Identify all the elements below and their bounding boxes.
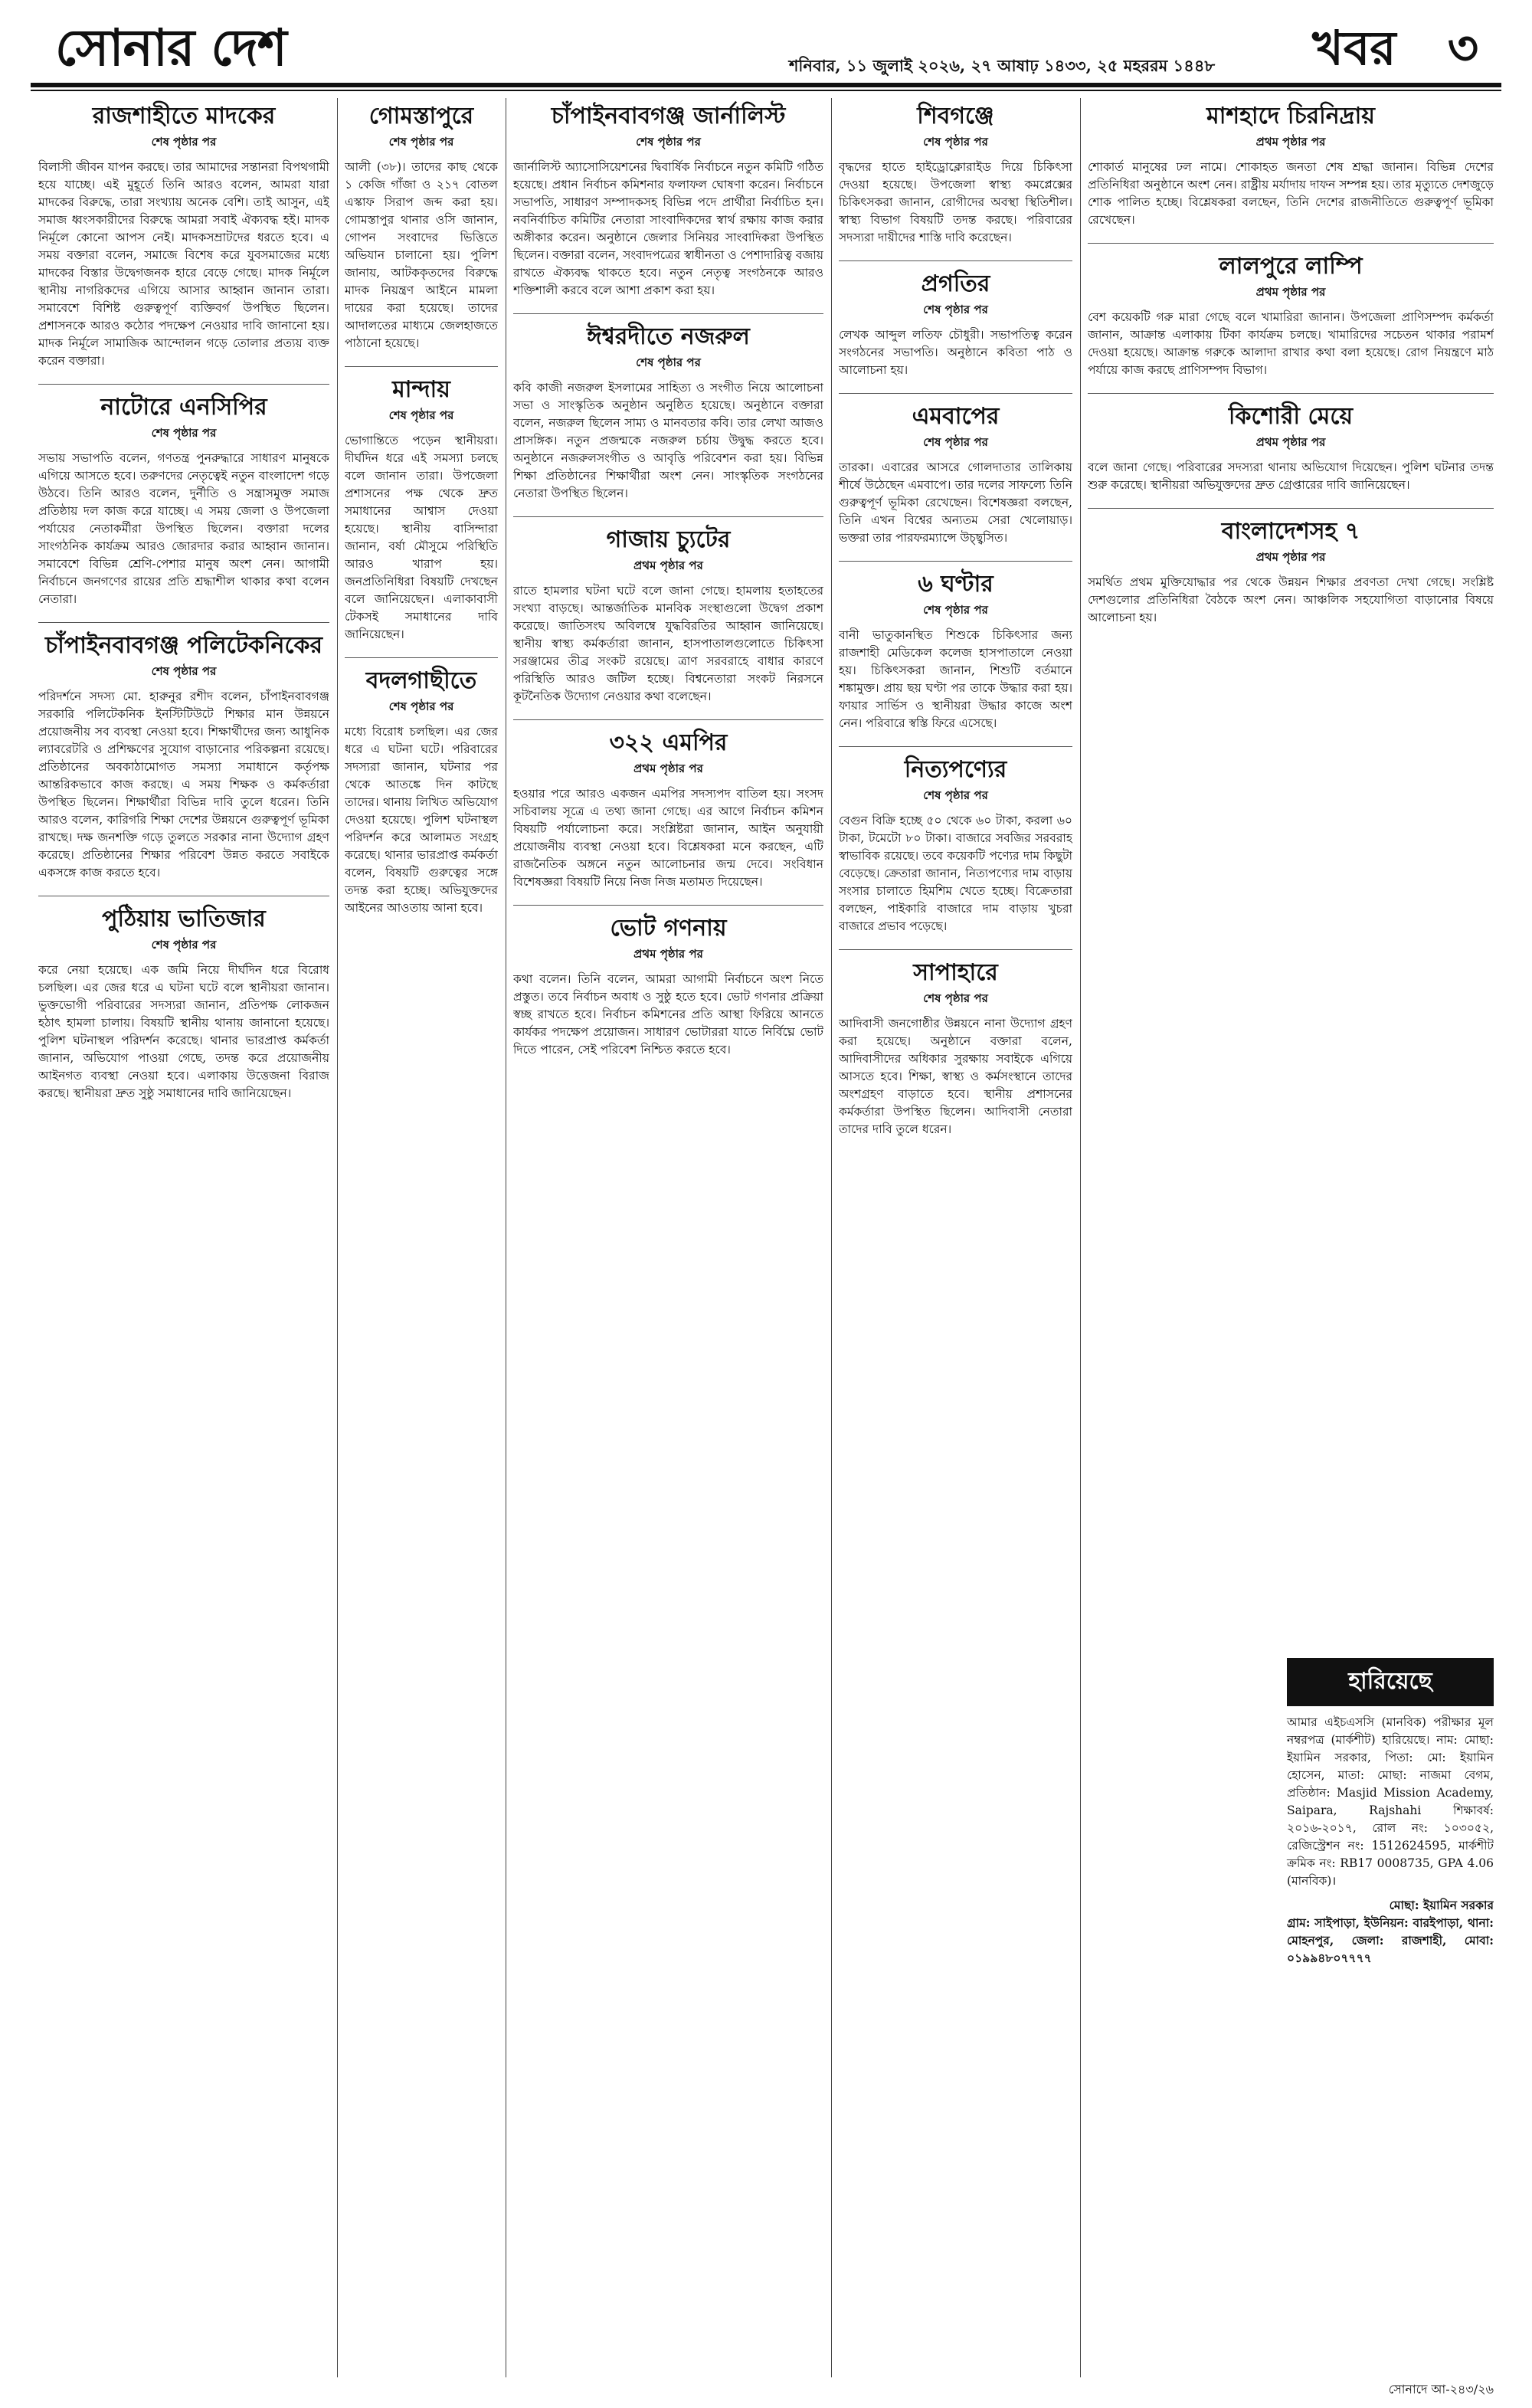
- article-headline: ভোট গণনায়: [610, 915, 727, 942]
- masthead-rule: [31, 83, 1501, 87]
- article-divider: [513, 516, 823, 517]
- column-divider: [337, 98, 338, 2377]
- article-continuation: প্রথম পৃষ্ঠার পর: [1255, 285, 1326, 299]
- column-divider: [1080, 98, 1081, 2377]
- article: [38, 101, 329, 370]
- masthead-rule-thin: [31, 90, 1501, 91]
- article-body: ভোগান্তিতে পড়েন স্থানীয়রা। দীর্ঘদিন ধরে এই সমস্যা চলছে বলে জানান তারা। উপজেলা প্রশাসনের পক্ষ থেকে দ্রুত সমাধানের আশ্বাস দেওয়া হয়েছে। স্থানীয় বাসিন্দারা জানান, বর্ষা মৌসুমে পরিস্থিতি আরও খারাপ হয়। জনপ্রতিনিধিরা বিষয়টি দেখছেন বলে জানিয়েছেন। এলাকাবাসী টেকসই সমাধানের দাবি জানিয়েছেন।: [345, 434, 498, 641]
- article: [513, 313, 823, 503]
- article-headline: ৬ ঘণ্টার: [918, 571, 994, 598]
- article-continuation: শেষ পৃষ্ঠার পর: [923, 303, 988, 316]
- column-3: [513, 98, 823, 2377]
- article-continuation: প্রথম পৃষ্ঠার পর: [1255, 435, 1326, 449]
- article-divider: [1088, 508, 1494, 509]
- article-body: বলে জানা গেছে। পরিবারের সদস্যরা থানায় অভিযোগ দিয়েছেন। পুলিশ ঘটনার তদন্ত শুরু করেছে। স্থানীয়রা অভিযুক্তদের দ্রুত গ্রেপ্তারের দাবি জানিয়েছেন।: [1088, 460, 1494, 492]
- lost-notice-signature: মোছা: ইয়ামিন সরকার: [1389, 1898, 1494, 1912]
- footer-code: সোনাদে আ-২৪৩/২৬: [1388, 2382, 1494, 2397]
- article: [513, 905, 823, 1059]
- article: [839, 260, 1072, 379]
- article-divider: [345, 366, 498, 367]
- lost-notice-body: আমার এইচএসসি (মানবিক) পরীক্ষার মূল নম্বরপত্র (মার্কশীট) হারিয়েছে। নাম: মোছা: ইয়ামিন সরকার, পিতা: মো: ইয়ামিন হোসেন, মাতা: মোছা: নাজমা বেগম, প্রতিষ্ঠান: Masjid Mission Academy, Saipara, Rajshahi শিক্ষাবর্ষ: ২০১৬-২০১৭, রোল নং: ১০৩০৫২, রেজিস্ট্রেশন নং: 1512624595, মার্কশীট ক্রমিক নং: RB17 0008735, GPA 4.06 (মানবিক)।: [1287, 1715, 1494, 1888]
- article-body: শোকার্ত মানুষের ঢল নামে। শোকাহত জনতা শেষ শ্রদ্ধা জানান। বিভিন্ন দেশের প্রতিনিধিরা অনুষ্ঠানে অংশ নেন। রাষ্ট্রীয় মর্যাদায় দাফন সম্পন্ন হয়। তার মৃত্যুতে দেশজুড়ে শোক পালিত হচ্ছে। বিশ্লেষকরা বলছেন, তিনি দেশের রাজনীতিতে গুরুত্বপূর্ণ ভূমিকা রেখেছেন।: [1088, 160, 1494, 227]
- article-body: বেশ কয়েকটি গরু মারা গেছে বলে খামারিরা জানান। উপজেলা প্রাণিসম্পদ কর্মকর্তা জানান, আক্রান্ত এলাকায় টিকা কার্যক্রম চলছে। খামারিদের সচেতন থাকার পরামর্শ দেওয়া হয়েছে। আক্রান্ত গরুকে আলাদা রাখার কথা বলা হয়েছে। রোগ নিয়ন্ত্রণে মাঠ পর্যায়ে কাজ করছে প্রাণিসম্পদ বিভাগ।: [1088, 310, 1494, 377]
- article-headline: প্রগতির: [921, 270, 990, 297]
- article-body: হওয়ার পরে আরও একজন এমপির সদস্যপদ বাতিল হয়। সংসদ সচিবালয় সূত্রে এ তথ্য জানা গেছে। এর আগে নির্বাচন কমিশন বিষয়টি পর্যালোচনা করে। সংশ্লিষ্টরা জানান, আইন অনুযায়ী প্রয়োজনীয় ব্যবস্থা নেওয়া হবে। বিশ্লেষকরা মনে করছেন, এটি রাজনৈতিক অঙ্গনে নতুন আলোচনার জন্ম দেবে। সংবিধান বিশেষজ্ঞরা বিষয়টি নিয়ে নিজ নিজ মতামত দিয়েছেন।: [513, 787, 823, 889]
- article-headline: রাজশাহীতে মাদকের: [92, 103, 276, 129]
- article-continuation: প্রথম পৃষ্ঠার পর: [633, 762, 703, 775]
- article-headline: লালপুরে লাম্পি: [1219, 253, 1363, 280]
- article: [345, 366, 498, 644]
- article-body: সমর্থিত প্রথম মুক্তিযোদ্ধার পর থেকে উন্নয়ন শিক্ষার প্রবণতা দেখা গেছে। সংশ্লিষ্ট দেশগুলোর প্রতিনিধিরা বৈঠকে অংশ নেন। আঞ্চলিক সহযোগিতা বাড়ানোর বিষয়ে আলোচনা হয়।: [1088, 575, 1494, 624]
- article-headline: চাঁপাইনবাবগঞ্জ পলিটেকনিকের: [44, 632, 323, 659]
- column-5-articles: [1088, 101, 1494, 627]
- article-body: কথা বলেন। তিনি বলেন, আমরা আগামী নির্বাচনে অংশ নিতে প্রস্তুত। তবে নির্বাচন অবাধ ও সুষ্ঠু হতে হবে। ভোট গণনার প্রক্রিয়া স্বচ্ছ রাখতে হবে। নির্বাচন কমিশনের প্রতি আস্থা ফিরিয়ে আনতে কার্যকর পদক্ষেপ প্রয়োজন। সাধারণ ভোটাররা যাতে নির্বিঘ্নে ভোট দিতে পারেন, সেই পরিবেশ নিশ্চিত করতে হবে।: [513, 972, 823, 1057]
- article-continuation: শেষ পৃষ্ঠার পর: [636, 135, 701, 149]
- article-headline: নিত্যপণ্যের: [904, 756, 1007, 783]
- article-continuation: প্রথম পৃষ্ঠার পর: [633, 559, 703, 572]
- article-body: বেগুন বিক্রি হচ্ছে ৫০ থেকে ৬০ টাকা, করলা ৬০ টাকা, টমেটো ৮০ টাকা। বাজারে সবজির সরবরাহ স্বাভাবিক রয়েছে। তবে কয়েকটি পণ্যের দাম কিছুটা বেড়েছে। ক্রেতারা জানান, নিত্যপণ্যের দাম বাড়ায় সংসার চালাতে হিমশিম খেতে হচ্ছে। বিক্রেতারা বলছেন, পাইকারি বাজারে দাম বাড়ায় খুচরা বাজারে প্রভাব পড়েছে।: [839, 814, 1072, 933]
- article-continuation: প্রথম পৃষ্ঠার পর: [1255, 135, 1326, 149]
- article: [345, 101, 498, 352]
- article-headline: মাশহাদে চিরনিদ্রায়: [1206, 103, 1375, 129]
- article: [1088, 508, 1494, 627]
- article-body: বানী ভাতুকানস্থিত শিশুকে চিকিৎসার জন্য রাজশাহী মেডিকেল কলেজ হাসপাতালে নেওয়া হয়। চিকিৎসকরা জানান, শিশুটি বর্তমানে শঙ্কামুক্ত। প্রায় ছয় ঘণ্টা পর তাকে উদ্ধার করা হয়। ফায়ার সার্ভিস ও স্থানীয়রা উদ্ধার কাজে অংশ নেন। পরিবারে স্বস্তি ফিরে এসেছে।: [839, 628, 1072, 730]
- article-continuation: শেষ পৃষ্ঠার পর: [388, 408, 454, 422]
- article-continuation: শেষ পৃষ্ঠার পর: [636, 355, 701, 369]
- article-headline: বদলগাছীতে: [365, 667, 477, 694]
- dateline: শনিবার, ১১ জুলাই ২০২৬, ২৭ আষাঢ় ১৪৩৩, ২৫ মহররম ১৪৪৮: [789, 56, 1216, 75]
- column-2: [345, 98, 498, 2377]
- article: [839, 393, 1072, 547]
- article-continuation: শেষ পৃষ্ঠার পর: [388, 135, 454, 149]
- article: [38, 896, 329, 1102]
- article-divider: [839, 949, 1072, 950]
- article-headline: সাপাহারে: [913, 959, 998, 986]
- article-headline: ৩২২ এমপির: [609, 729, 728, 756]
- article-continuation: শেষ পৃষ্ঠার পর: [388, 699, 454, 713]
- article-continuation: শেষ পৃষ্ঠার পর: [151, 426, 217, 440]
- article-headline: গোমস্তাপুরে: [368, 103, 474, 129]
- article-divider: [38, 622, 329, 623]
- article-body: সভায় সভাপতি বলেন, গণতন্ত্র পুনরুদ্ধারে সাধারণ মানুষকে এগিয়ে আসতে হবে। তরুণদের নেতৃত্বেই নতুন বাংলাদেশ গড়ে উঠবে। তিনি আরও বলেন, দুর্নীতি ও সন্ত্রাসমুক্ত সমাজ প্রতিষ্ঠায় দল কাজ করে যাচ্ছে। এ সময় জেলা ও উপজেলা পর্যায়ের নেতাকর্মীরা উপস্থিত ছিলেন। বক্তারা দলের সাংগঠনিক কার্যক্রম আরও জোরদার করার আহ্বান জানান। সমাবেশে বিভিন্ন শ্রেণি-পেশার মানুষ অংশ নেন। আগামী নির্বাচনে জনগণের রায়ের প্রতি শ্রদ্ধাশীল থাকার কথা বলেন নেতারা।: [38, 451, 329, 606]
- column-5: [1088, 98, 1494, 2377]
- article-divider: [513, 719, 823, 720]
- article-continuation: প্রথম পৃষ্ঠার পর: [1255, 550, 1326, 564]
- lost-notice: [1287, 1653, 1494, 1967]
- article-headline: গাজায় চ্যুটের: [606, 526, 731, 553]
- article: [839, 746, 1072, 935]
- article: [345, 657, 498, 917]
- lost-notice-title: হারিয়েছে: [1287, 1658, 1494, 1706]
- article: [1088, 393, 1494, 494]
- section-name: খবর: [1312, 20, 1396, 76]
- page-number: ৩: [1447, 20, 1478, 76]
- article: [1088, 243, 1494, 379]
- article-continuation: শেষ পৃষ্ঠার পর: [151, 938, 217, 952]
- article-headline: ঈশ্বরদীতে নজরুল: [587, 323, 750, 350]
- article: [38, 622, 329, 882]
- column-1: [38, 98, 329, 2377]
- article-body: লেখক আব্দুল লতিফ চৌধুরী। সভাপতিত্ব করেন সংগঠনের সভাপতি। অনুষ্ঠানে কবিতা পাঠ ও আলোচনা হয়।: [839, 328, 1072, 377]
- article-body: আলী (৩৮)। তাদের কাছ থেকে ১ কেজি গাঁজা ও ২১৭ বোতল এস্কাফ সিরাপ জব্দ করা হয়। গোমস্তাপুর থানার ওসি জানান, গোপন সংবাদের ভিত্তিতে অভিযান চালানো হয়। পুলিশ জানায়, আটককৃতদের বিরুদ্ধে মাদক নিয়ন্ত্রণ আইনে মামলা দায়ের করা হয়েছে। তাদের আদালতের মাধ্যমে জেলহাজতে পাঠানো হয়েছে।: [345, 160, 498, 350]
- article-body: বিলাসী জীবন যাপন করছে। তার আমাদের সন্তানরা বিপথগামী হয়ে যাচ্ছে। এই মুহূর্তে তিনি আরও বলেন, আমরা যারা মাদকের বিরুদ্ধে, তারা সংখ্যায় অনেক বেশি। তাই আসুন, এই সমাজ ধ্বংসকারীদের বিরুদ্ধে আমরা সবাই ঐক্যবদ্ধ হই। মাদক নির্মূলে কোনো আপস নেই। মাদকসম্রাটদের ধরতে হবে। এ সময় বক্তারা বলেন, সমাজে বিশেষ করে যুবসমাজের মধ্যে মাদকের বিস্তার উদ্বেগজনক হারে বেড়ে গেছে। মাদক নির্মূলে স্থানীয় নাগরিকদের এগিয়ে আসার আহ্বান জানান তারা। সমাবেশে বিশিষ্ট গুরুত্বপূর্ণ ব্যক্তিবর্গ উপস্থিত ছিলেন। প্রশাসনকে আরও কঠোর পদক্ষেপ নেওয়ার দাবি জানানো হয়। মাদক নির্মূলে সামাজিক আন্দোলন গড়ে তোলার প্রত্যয় ব্যক্ত করেন বক্তারা।: [38, 160, 329, 368]
- column-divider: [831, 98, 832, 2377]
- article-headline: কিশোরী মেয়ে: [1228, 403, 1354, 430]
- article-headline: চাঁপাইনবাবগঞ্জ জার্নালিস্ট: [551, 103, 786, 129]
- article-divider: [513, 313, 823, 314]
- article: [839, 561, 1072, 732]
- article-divider: [839, 260, 1072, 261]
- article-divider: [839, 393, 1072, 394]
- article: [1088, 101, 1494, 229]
- article-body: মধ্যে বিরোধ চলছিল। এর জের ধরে এ ঘটনা ঘটে। পরিবারের সদস্যরা জানান, ঘটনার পর থেকে আতঙ্কে দিন কাটছে তাদের। থানায় লিখিত অভিযোগ দেওয়া হয়েছে। পুলিশ ঘটনাস্থল পরিদর্শন করে আলামত সংগ্রহ করেছে। থানার ভারপ্রাপ্ত কর্মকর্তা বলেন, বিষয়টি গুরুত্বের সঙ্গে তদন্ত করা হচ্ছে। অভিযুক্তদের আইনের আওতায় আনা হবে।: [345, 725, 498, 915]
- article-headline: মান্দায়: [392, 376, 450, 403]
- article-body: তারকা। এবারের আসরে গোলদাতার তালিকায় শীর্ষে উঠেছেন এমবাপে। তার দলের সাফল্যে তিনি গুরুত্বপূর্ণ ভূমিকা রেখেছেন। বিশেষজ্ঞরা বলছেন, তিনি এখন বিশ্বের অন্যতম সেরা খেলোয়াড়। ভক্তরা তার পারফরম্যান্সে উচ্ছ্বসিত।: [839, 460, 1072, 545]
- lost-notice-address: গ্রাম: সাইপাড়া, ইউনিয়ন: বারইপাড়া, থানা: মোহনপুর, জেলা: রাজশাহী, মোবা: ০১৯৯৪৮০৭৭৭৭: [1287, 1915, 1494, 1965]
- article: [513, 101, 823, 300]
- article-continuation: শেষ পৃষ্ঠার পর: [923, 603, 988, 617]
- article: [839, 949, 1072, 1138]
- article-continuation: প্রথম পৃষ্ঠার পর: [633, 947, 703, 961]
- article-divider: [345, 657, 498, 658]
- article-continuation: শেষ পৃষ্ঠার পর: [923, 991, 988, 1005]
- article-headline: পুঠিয়ায় ভাতিজার: [102, 906, 266, 932]
- article-divider: [38, 384, 329, 385]
- article-continuation: শেষ পৃষ্ঠার পর: [151, 664, 217, 678]
- article-headline: এমবাপের: [912, 403, 1000, 430]
- article: [38, 384, 329, 608]
- column-4: [839, 98, 1072, 2377]
- article-headline: শিবগঞ্জে: [917, 103, 994, 129]
- article-body: পরিদর্শনে সদস্য মো. হারুনুর রশীদ বলেন, চাঁপাইনবাবগঞ্জ সরকারি পলিটেকনিক ইনস্টিটিউটে শিক্ষার মান উন্নয়নে প্রয়োজনীয় সব ব্যবস্থা নেওয়া হবে। শিক্ষার্থীদের জন্য আধুনিক ল্যাবরেটরি ও প্রশিক্ষণের সুযোগ বাড়ানোর পরিকল্পনা রয়েছে। প্রতিষ্ঠানের অবকাঠামোগত সমস্যা সমাধানে কর্তৃপক্ষ আন্তরিকভাবে কাজ করছে। এ সময় শিক্ষক ও কর্মকর্তারা উপস্থিত ছিলেন। শিক্ষার্থীরা বিভিন্ন দাবি তুলে ধরেন। তিনি আরও বলেন, কারিগরি শিক্ষা দেশের উন্নয়নে গুরুত্বপূর্ণ ভূমিকা রাখছে। দক্ষ জনশক্তি গড়ে তুলতে সরকার নানা উদ্যোগ গ্রহণ করেছে। প্রতিষ্ঠানের শিক্ষার পরিবেশ উন্নত করতে সবাইকে একসঙ্গে কাজ করতে হবে।: [38, 690, 329, 880]
- article-body: আদিবাসী জনগোষ্ঠীর উন্নয়নে নানা উদ্যোগ গ্রহণ করা হয়েছে। অনুষ্ঠানে বক্তারা বলেন, আদিবাসীদের অধিকার সুরক্ষায় সবাইকে এগিয়ে আসতে হবে। শিক্ষা, স্বাস্থ্য ও কর্মসংস্থানে তাদের অংশগ্রহণ বাড়াতে হবে। স্থানীয় প্রশাসনের কর্মকর্তারা উপস্থিত ছিলেন। আদিবাসী নেতারা তাদের দাবি তুলে ধরেন।: [839, 1017, 1072, 1136]
- article-divider: [1088, 393, 1494, 394]
- article-body: কবি কাজী নজরুল ইসলামের সাহিত্য ও সংগীত নিয়ে আলোচনা সভা ও সাংস্কৃতিক অনুষ্ঠান অনুষ্ঠিত হয়েছে। অনুষ্ঠানে বক্তারা বলেন, নজরুল ছিলেন সাম্য ও মানবতার কবি। তার লেখা আজও প্রাসঙ্গিক। নতুন প্রজন্মকে নজরুল চর্চায় উদ্বুদ্ধ করতে হবে। অনুষ্ঠানে নজরুলসংগীত ও আবৃত্তি পরিবেশন করা হয়। বিভিন্ন শিক্ষা প্রতিষ্ঠানের শিক্ষার্থীরা অংশ নেন। সাংস্কৃতিক সংগঠনের নেতারা উপস্থিত ছিলেন।: [513, 381, 823, 500]
- article-divider: [513, 905, 823, 906]
- article-body: রাতে হামলার ঘটনা ঘটে বলে জানা গেছে। হামলায় হতাহতের সংখ্যা বাড়ছে। আন্তর্জাতিক মানবিক সংস্থাগুলো উদ্বেগ প্রকাশ করেছে। জাতিসংঘ অবিলম্বে যুদ্ধবিরতির আহ্বান জানিয়েছে। স্থানীয় স্বাস্থ্য কর্মকর্তারা জানান, হাসপাতালগুলোতে চিকিৎসা সরঞ্জামের তীব্র সংকট রয়েছে। ত্রাণ সরবরাহে বাধার কারণে পরিস্থিতি আরও জটিল হচ্ছে। বিশ্বনেতারা সংকট নিরসনে কূটনৈতিক উদ্যোগ নেওয়ার কথা বলেছেন।: [513, 584, 823, 703]
- article: [839, 101, 1072, 247]
- article: [513, 719, 823, 891]
- article-divider: [839, 746, 1072, 747]
- article-body: বৃদ্ধদের হাতে হাইড্রোক্লোরাইড দিয়ে চিকিৎসা দেওয়া হয়েছে। উপজেলা স্বাস্থ্য কমপ্লেক্সের চিকিৎসকরা জানান, রোগীদের অবস্থা স্থিতিশীল। স্বাস্থ্য বিভাগ বিষয়টি তদন্ত করছে। পরিবারের সদস্যরা দায়ীদের শাস্তি দাবি করেছেন।: [839, 160, 1072, 244]
- article-continuation: শেষ পৃষ্ঠার পর: [923, 135, 988, 149]
- article-continuation: শেষ পৃষ্ঠার পর: [151, 135, 217, 149]
- section-label: [1312, 12, 1478, 91]
- article-headline: নাটোরে এনসিপির: [100, 394, 267, 421]
- article: [513, 516, 823, 706]
- masthead: [31, 8, 1501, 83]
- article-continuation: শেষ পৃষ্ঠার পর: [923, 435, 988, 449]
- article-divider: [839, 561, 1072, 562]
- article-body: জার্নালিস্ট অ্যাসোসিয়েশনের দ্বিবার্ষিক নির্বাচনে নতুন কমিটি গঠিত হয়েছে। প্রধান নির্বাচন কমিশনার ফলাফল ঘোষণা করেন। নির্বাচনে সভাপতি, সাধারণ সম্পাদকসহ বিভিন্ন পদে প্রার্থীরা নির্বাচিত হন। নবনির্বাচিত কমিটির নেতারা সাংবাদিকদের স্বার্থ রক্ষায় কাজ করার অঙ্গীকার করেন। অনুষ্ঠানে জেলার সিনিয়র সাংবাদিকরা উপস্থিত ছিলেন। বক্তারা বলেন, সংবাদপত্রের স্বাধীনতা ও পেশাদারিত্ব বজায় রাখতে ঐক্যবদ্ধ থাকতে হবে। নতুন নেতৃত্ব সংগঠনকে আরও শক্তিশালী করবে বলে আশা প্রকাশ করা হয়।: [513, 160, 823, 297]
- newspaper-logo: সোনার দেশ: [55, 18, 286, 77]
- article-continuation: শেষ পৃষ্ঠার পর: [923, 788, 988, 802]
- article-headline: বাংলাদেশসহ ৭: [1221, 518, 1360, 545]
- article-body: করে নেয়া হয়েছে। এক জমি নিয়ে দীর্ঘদিন ধরে বিরোধ চলছিল। এর জের ধরে এ ঘটনা ঘটে বলে স্থানীয়রা জানান। ভুক্তভোগী পরিবারের সদস্যরা জানান, প্রতিপক্ষ লোকজন হঠাৎ হামলা চালায়। বিষয়টি স্থানীয় থানায় জানানো হয়েছে। পুলিশ ঘটনাস্থল পরিদর্শন করেছে। থানার ভারপ্রাপ্ত কর্মকর্তা জানান, অভিযোগ পাওয়া গেছে, তদন্ত করে প্রয়োজনীয় আইনগত ব্যবস্থা নেওয়া হবে। এলাকায় উত্তেজনা বিরাজ করছে। স্থানীয়রা দ্রুত সুষ্ঠু সমাধানের দাবি জানিয়েছেন।: [38, 963, 329, 1100]
- article-divider: [1088, 243, 1494, 244]
